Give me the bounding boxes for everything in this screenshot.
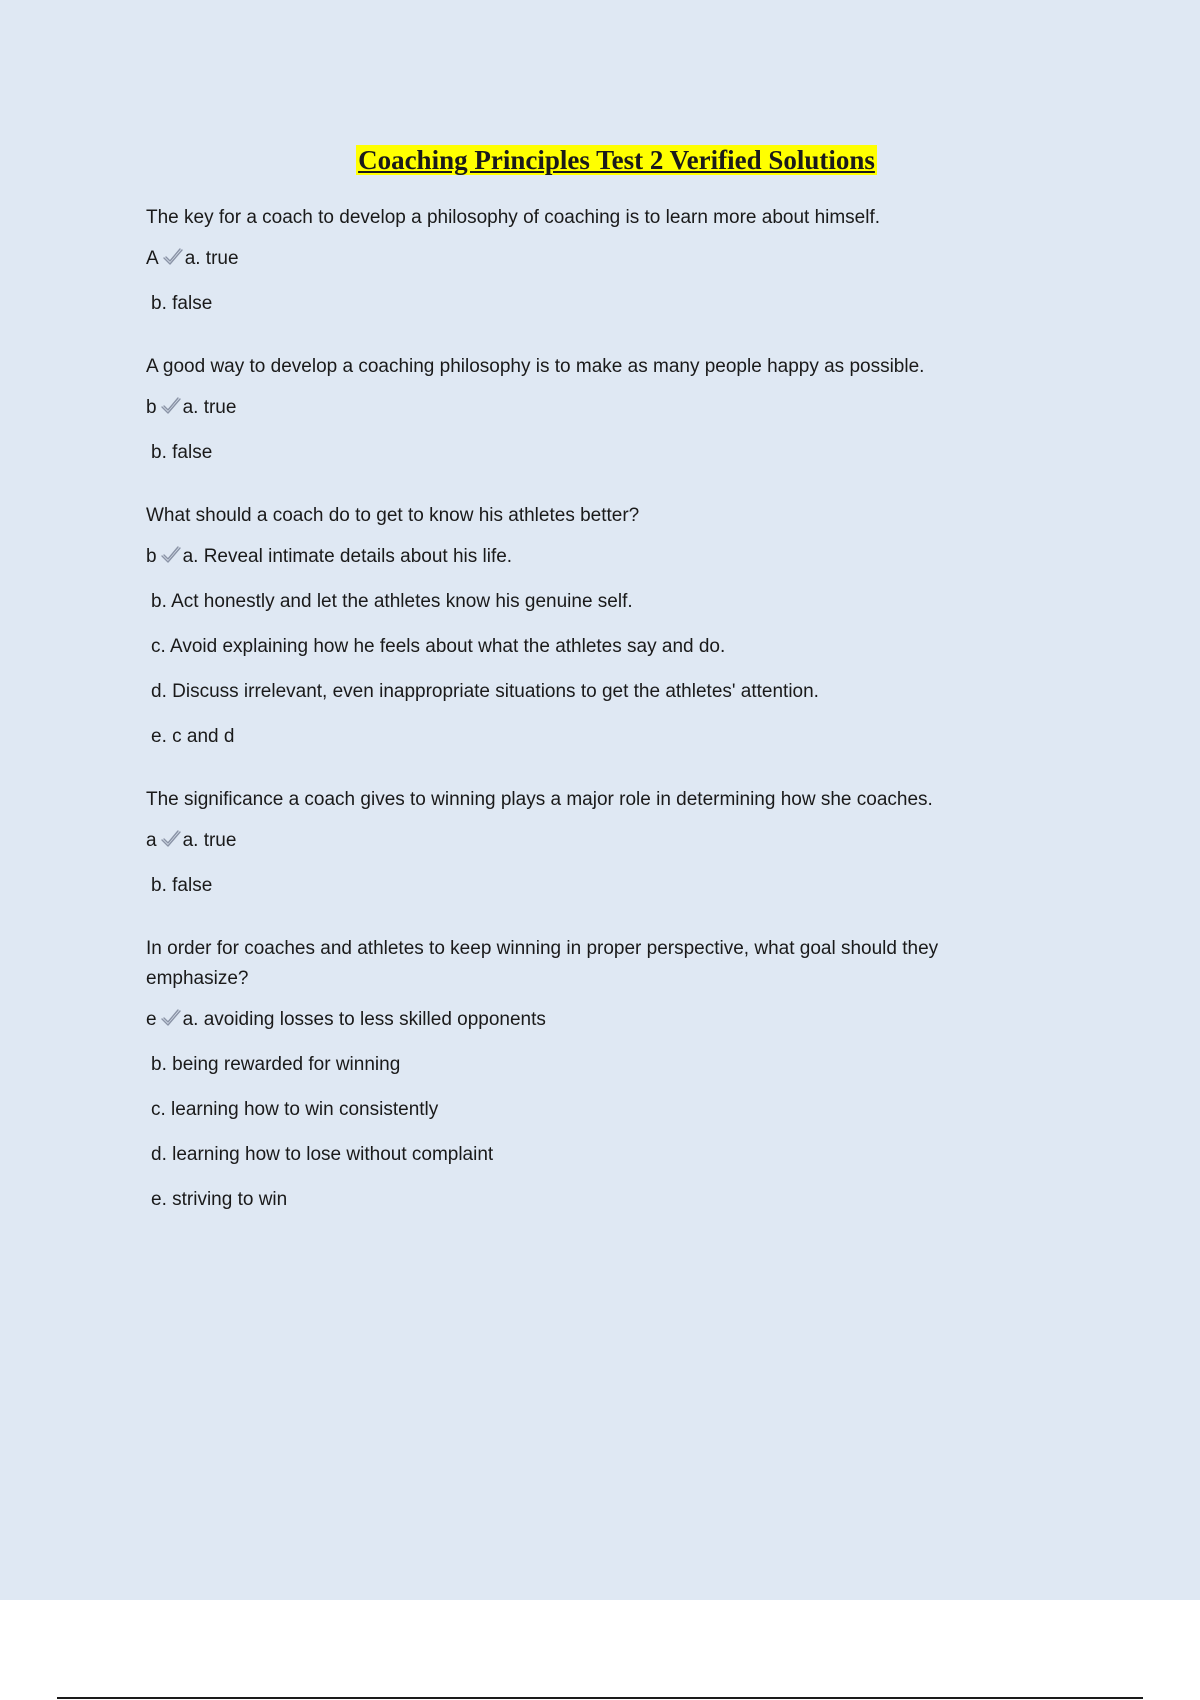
document-title	[0, 143, 1200, 177]
answer-option	[146, 1008, 1026, 1031]
answer-option: e. striving to win	[151, 1189, 288, 1210]
option-text: a. true	[184, 248, 239, 269]
question-list	[146, 203, 1026, 1248]
question-text: A good way to develop a coaching philosophy is to make as many people happy as possible.	[146, 356, 925, 377]
check-icon	[160, 1008, 182, 1028]
check-icon	[160, 396, 182, 416]
check-icon	[162, 247, 184, 267]
option-text: a. avoiding losses to less skilled opponents	[182, 1009, 546, 1030]
question-block	[146, 501, 1026, 748]
answer-option: b. false	[151, 442, 213, 463]
question-text: The key for a coach to develop a philosophy of coaching is to learn more about himself.	[146, 207, 881, 228]
question-block	[146, 203, 1026, 315]
answer-key: a	[146, 830, 157, 851]
check-icon	[160, 545, 182, 565]
answer-key: b	[146, 397, 157, 418]
answer-option: b. false	[151, 875, 213, 896]
answer-key: b	[146, 546, 157, 567]
answer-option	[146, 545, 1026, 568]
footer-divider	[57, 1697, 1143, 1699]
option-text: a. true	[182, 830, 237, 851]
answer-key: e	[146, 1009, 157, 1030]
answer-option: c. learning how to win consistently	[151, 1099, 439, 1120]
answer-key: A	[146, 248, 159, 269]
answer-option: c. Avoid explaining how he feels about what the athletes say and do.	[151, 636, 726, 657]
question-text: What should a coach do to get to know his athletes better?	[146, 505, 640, 526]
question-text: The significance a coach gives to winning plays a major role in determining how she coaches.	[146, 789, 933, 810]
question-block	[146, 934, 1026, 1211]
answer-option: b. being rewarded for winning	[151, 1054, 401, 1075]
option-text: a. true	[182, 397, 237, 418]
answer-option	[146, 247, 1026, 270]
question-text: In order for coaches and athletes to keep winning in proper perspective, what goal should they emphasize?	[146, 938, 939, 989]
answer-option	[146, 396, 1026, 419]
answer-option: d. Discuss irrelevant, even inappropriate situations to get the athletes' attention.	[151, 681, 819, 702]
document-title-text: Coaching Principles Test 2 Verified Solutions	[358, 145, 875, 175]
answer-option: e. c and d	[151, 726, 235, 747]
answer-option	[146, 829, 1026, 852]
question-block	[146, 352, 1026, 464]
option-text: a. Reveal intimate details about his life.	[182, 546, 513, 567]
check-icon	[160, 829, 182, 849]
answer-option: b. false	[151, 293, 213, 314]
answer-option: b. Act honestly and let the athletes know his genuine self.	[151, 591, 633, 612]
question-block	[146, 785, 1026, 897]
answer-option: d. learning how to lose without complaint	[151, 1144, 494, 1165]
